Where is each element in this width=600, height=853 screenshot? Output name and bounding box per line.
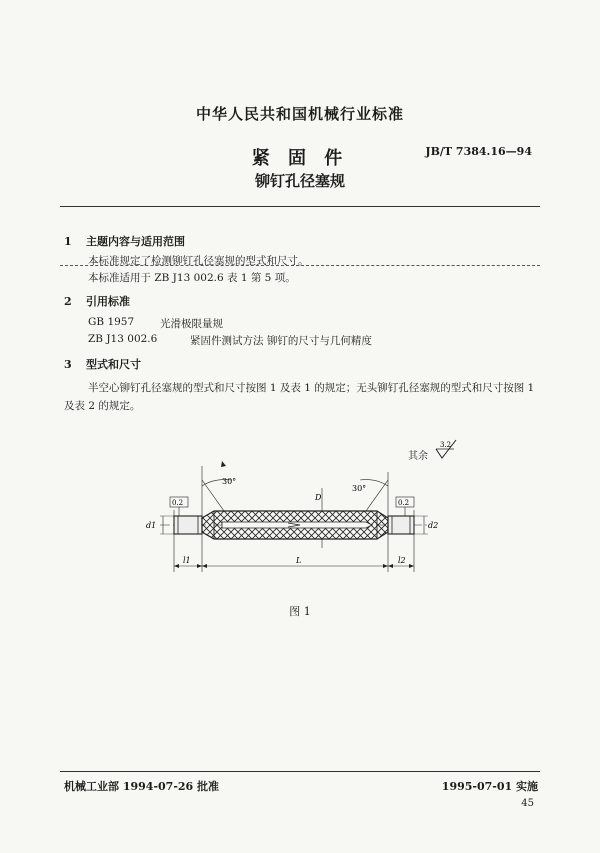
- organization-title: 中华人民共和国机械行业标准: [195, 105, 404, 123]
- document-subtitle: 铆钉孔径塞规: [254, 172, 345, 190]
- implementation-date: 1995-07-01 实施: [441, 780, 538, 793]
- angle-right-label: 30°: [352, 484, 367, 493]
- figure-caption: 图 1: [289, 605, 311, 618]
- footer-rule: [60, 771, 540, 772]
- D-label: D: [315, 493, 322, 502]
- section-heading-text: 主题内容与适用范围: [86, 235, 185, 248]
- reference-code: GB 1957: [88, 316, 135, 328]
- standard-code: JB/T 7384.16—94: [425, 145, 532, 158]
- arrow-mark-icon: [221, 461, 226, 467]
- section-number: 3: [64, 358, 72, 371]
- d1-label: d1: [146, 521, 157, 530]
- roughness-note: 其余: [408, 451, 428, 462]
- tolerance-left-value: 0.2: [172, 499, 184, 507]
- center-bore: [222, 522, 372, 528]
- section-number: 2: [64, 295, 72, 308]
- L-label: L: [296, 556, 302, 565]
- section-1-line-2: 本标准适用于 ZB J13 002.6 表 1 第 5 项。: [88, 272, 296, 284]
- reference-code: ZB J13 002.6: [88, 333, 158, 345]
- document-title: 紧 固 件: [251, 148, 349, 169]
- section-heading-text: 引用标准: [86, 295, 130, 308]
- l1-label: l1: [183, 556, 191, 565]
- section-3-line-2: 及表 2 的规定。: [64, 400, 141, 412]
- angle-left-label: 30°: [222, 477, 237, 486]
- roughness-value: 3.2: [440, 441, 452, 449]
- l2-label: l2: [398, 556, 406, 565]
- section-1-line-1: 本标准规定了检测铆钉孔径塞规的型式和尺寸。: [88, 255, 309, 267]
- approval-date: 机械工业部 1994-07-26 批准: [64, 780, 220, 793]
- section-number: 1: [64, 235, 72, 248]
- section-heading-text: 型式和尺寸: [86, 358, 141, 371]
- tolerance-right-value: 0.2: [398, 499, 410, 507]
- d2-label: d2: [428, 521, 439, 530]
- reference-title: 紧固件测试方法 铆钉的尺寸与几何精度: [190, 335, 372, 347]
- page-number: 45: [521, 798, 534, 809]
- section-3-line-1: 半空心铆钉孔径塞规的型式和尺寸按图 1 及表 1 的规定；无头铆钉孔径塞规的型式和尺寸按图 1: [88, 382, 535, 394]
- reference-title: 光滑极限量规: [160, 318, 223, 330]
